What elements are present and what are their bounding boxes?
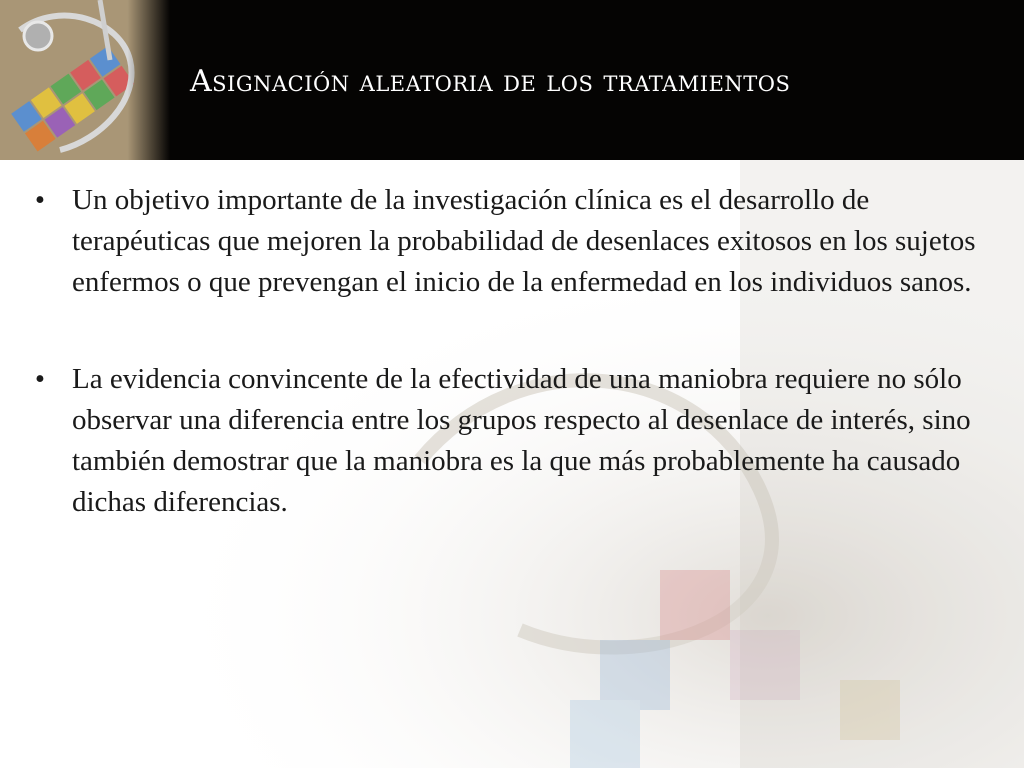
title-bar — [0, 0, 1024, 160]
stethoscope-photo-icon — [0, 0, 170, 160]
bullet-text: Un objetivo importante de la investigación clínica es el desarrollo de terapéuticas que mejoren la probabilidad de desenlaces exitosos en los sujetos enfermos o que prevengan el inicio de la enfermedad en los individuos sanos. — [72, 184, 976, 298]
bullet-item — [30, 359, 990, 523]
bullet-list — [30, 180, 990, 579]
bullet-text: La evidencia convincente de la efectividad de una maniobra requiere no sólo observar una diferencia entre los grupos respecto al desenlace de interés, sino también demostrar que la maniobra es la que más probablemente ha causado dichas diferencias. — [72, 363, 971, 518]
bullet-marker: • — [34, 184, 46, 216]
slide-title: Asignación aleatoria de los tratamientos — [190, 64, 791, 99]
bullet-item — [30, 180, 990, 303]
bullet-marker: • — [34, 363, 46, 395]
